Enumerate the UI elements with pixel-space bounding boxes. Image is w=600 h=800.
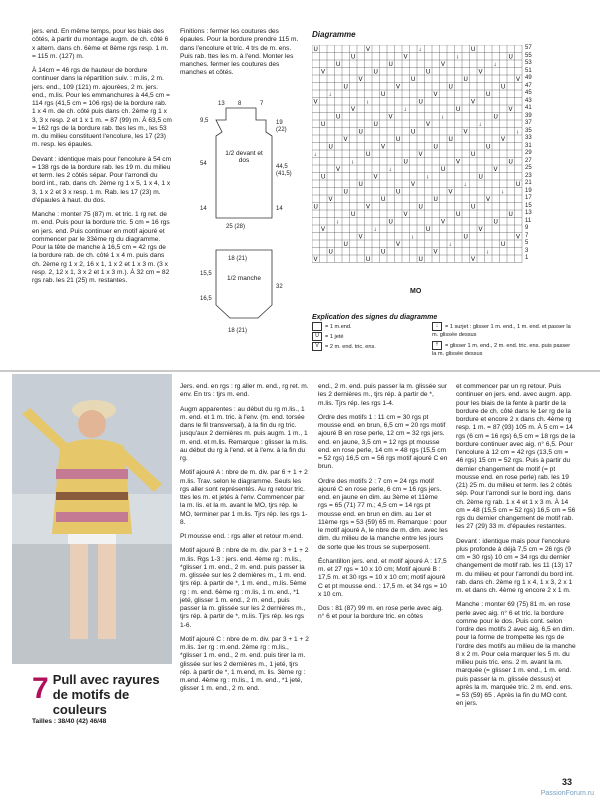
paragraph-devant: Devant : identique mais pour l'encolure à 54 cm = 138 rgs de la bordure rab. les 19 m. du milieu et term. les 2 côtés sépar. Pour l'arrondi du bord int., rab. dans ch. 2ème rg 1 x 5, 1 x 4, 1 x 3, 1 x 2 et 3 x resp. 1 m. Rab. les 17 (23) m. d'épaules à haut. du dos. [32, 155, 172, 204]
schema-dos-label: 1/2 devant et dos [225, 150, 263, 164]
row-number: 3 [525, 247, 529, 254]
schema-top-left: 13 [218, 101, 225, 107]
stitch-symbol: U [486, 92, 491, 98]
stitch-symbol: V [396, 242, 401, 248]
stitch-symbol: V [396, 84, 401, 91]
stitch-symbol: U [418, 99, 423, 106]
row-number: 19 [525, 187, 532, 194]
paragraph-manche: Manche : monter 75 (87) m. et tric. 1 rg ret. de m. end. Puis pour la bordure tric. 5 cm = 16 rgs en jers. end. Puis continuer en motif ajouré et commencer par le 33ème rg du diagramme. Pour la tête de manche à 16,5 cm = 42 rgs de la bordure rab. de ch. côté 1 x 4 m. puis dans ch. 2ème rg 1 x 2, 16 x 1, 1 x 2 et 1 x 3 m. (3 x resp. 2, 12 x 1, 3 x 2 et 1 x 3 m.). À 32 cm = 82 rgs rab. les 21 (25) m. restantes. [32, 211, 170, 284]
row-number: 7 [525, 232, 529, 239]
stitch-symbol: ↓ [388, 167, 392, 173]
stitch-symbol: V [478, 227, 483, 233]
stitch-symbol: U [366, 257, 371, 263]
row-number: 47 [525, 82, 532, 89]
pattern-header [32, 672, 172, 717]
pattern-title: Pull avec rayures de motifs de couleurs [52, 672, 160, 717]
schema-right-2: (22) [276, 127, 287, 133]
stitch-symbol: U [501, 84, 506, 91]
watermark: PassionForum.ru [540, 790, 594, 797]
row-number: 25 [525, 165, 532, 171]
stitch-symbol: U [411, 77, 416, 83]
diagram-title: Diagramme [312, 30, 356, 39]
stitch-symbol: U [463, 77, 468, 83]
stitch-symbol: ↓ [486, 249, 489, 256]
stitch-symbol: V [358, 234, 363, 241]
legend-item: U = 1 jeté [312, 332, 432, 342]
pattern-info [32, 718, 172, 732]
stitch-symbol: U [343, 242, 348, 248]
stitch-symbol: U [441, 167, 446, 173]
page-number: 33 [561, 777, 572, 787]
row-number: 29 [525, 150, 532, 156]
stitch-symbol: V [373, 174, 378, 181]
schema-manche-left-1: 15,5 [200, 271, 212, 277]
stitch-symbol: U [433, 197, 438, 203]
stitch-symbol: V [471, 257, 476, 263]
stitch-symbol: V [486, 197, 491, 203]
stitch-symbol: U [328, 144, 333, 151]
paragraph: Échantillon jers. end. et motif ajouré A : 17,5 m. et 27 rgs = 10 x 10 cm; Motif ajouré B : 17,5 m. et 30 rgs = 10 x 10 cm; motif ajouré C et pt mousse end. : 17,5 m. et 34 rgs = 10 x 10 cm. [318, 557, 447, 598]
legend-item: = 1 m.end. [312, 322, 432, 332]
paragraph: Motif ajouré A : nbre de m. div. par 6 + 1 + 2 m.lis. Trav. selon le diagramme. Seuls les rgs aller sont représentés. Au rg retour tric. ttes les m. et jetés à l'env. Commencer par la m. lis. et la m. avant le MO, tjrs rép. le MO, terminer par 1 m.lis. Tjrs rép. les rgs 1-8. [180, 469, 308, 526]
stitch-symbol: U [486, 144, 491, 151]
stitch-symbol: V [463, 129, 468, 136]
schema-manche-right: 32 [276, 284, 283, 290]
row-number: 13 [525, 210, 532, 216]
stitch-symbol: V [366, 47, 371, 53]
paragraph: Devant : identique mais pour l'encolure plus profonde à déjà 7,5 cm = 26 rgs (9 cm = 30 rgs) 10 cm = 34 rgs du dernier changement de motif rab. les 11 (13) 17 m. du milieu et pour l'arrondi du bord int. rab. dans ch. 2ème rg 1 x 4, 1 x 3, 2 x 1 m. et dans ch. 4ème rg encore 2 x 1 m. [456, 537, 574, 594]
legend-item: V = 2 m. end. tric. ens. [312, 342, 432, 352]
stitch-symbol: U [336, 62, 341, 68]
diagram-row-numbers [525, 45, 543, 263]
size-schema [196, 100, 296, 340]
stitch-symbol: V [336, 167, 341, 173]
instructions-col4 [318, 383, 448, 628]
row-number: 11 [525, 217, 532, 224]
row-number: 35 [525, 127, 532, 134]
row-number: 53 [525, 60, 532, 66]
stitch-symbol: ↓ [373, 227, 377, 233]
stitch-symbol: U [418, 204, 423, 211]
stitch-symbol: ↓ [463, 182, 467, 188]
stitch-symbol: ↓ [411, 234, 414, 241]
k2tog-symbol-icon: V [312, 342, 322, 351]
stitch-symbol: ↓ [448, 242, 452, 248]
finitions-text [180, 28, 305, 84]
stitch-symbol: ↓ [351, 159, 354, 166]
schema-right-4: (41,5) [276, 171, 292, 177]
schema-drawing [196, 100, 296, 340]
stitch-symbol: U [373, 122, 378, 128]
stitch-symbol: V [448, 189, 453, 196]
schema-left-2: 54 [200, 161, 207, 167]
stitch-symbol: U [388, 62, 393, 68]
stitch-symbol: U [358, 129, 363, 136]
model-photo [12, 374, 172, 664]
schema-left-3: 14 [200, 206, 207, 212]
stitch-symbol: U [388, 219, 393, 226]
paragraph: Dos : 81 (87) 99 m. en rose perle avec aig. n° 6 et pour la bordure tric. en côtes [318, 605, 443, 621]
stitch-symbol: V [351, 107, 356, 113]
stitch-symbol: U [448, 137, 453, 143]
row-number: 49 [525, 75, 532, 81]
stitch-symbol: V [493, 167, 498, 173]
stitch-symbol: ↓ [336, 219, 339, 226]
stitch-symbol: ↓ [501, 189, 504, 196]
schema-right-3: 44,5 [276, 164, 288, 170]
legend-item: ↓ = 1 surjet : glisser 1 m. end., 1 m. end. et passer la m. glissée dessus [432, 323, 571, 338]
stitch-symbol: U [493, 114, 498, 121]
stitch-symbol: U [396, 189, 401, 196]
stitch-symbol: U [508, 212, 513, 218]
paragraph: Finitions : fermer les coutures des épaules. Pour la bordure prendre 115 m. dans l'encolure et tric. 4 trs de m. ens. Puis rab. ttes les m. à l'end. Monter les manches. fermer les coutures des manches et côtés. [180, 28, 299, 77]
stitch-symbol: U [366, 152, 371, 158]
stitch-symbol: U [493, 219, 498, 226]
schema-bottom: 25 (28) [226, 224, 246, 230]
row-number: 57 [525, 45, 532, 51]
paragraph: Augm apparentes : au début du rg m.lis., 1 m. end. et 1 m. tric. à l'env. (m. end. torsée dans le fil transversal), à la fin du rg tric. jusqu'aux 2 dernières m. puis augm. 1 m., 1 m. end. et m.lis. Remarque : glisser la m.lis. au début du rg à l'end. et à l'env. à la fin du rg. [180, 405, 308, 462]
stitch-symbol: V [388, 114, 393, 121]
instructions-col3 [180, 383, 310, 700]
stitch-symbol: U [448, 84, 453, 91]
paragraph: Ordre des motifs 2 : 7 cm = 24 rgs motif ajouré C en rose perle, 6 cm = 16 rgs jers. end. en jaune en dim. au 3ème et 11ème rgs = 65 (71) 77 m.; 4,5 cm = 14 rgs pt mousse end. en brun en dim. au 1er et 11ème rgs = 53 (59) 65 m. Remarque : pour le motif ajouré A, le nbre de m. dim. avec les dim. du milieu de la manche entre les jours de sorte que les trous se superposent. [318, 477, 448, 551]
stitch-symbol: U [321, 174, 326, 181]
stitch-symbol: U [403, 159, 408, 166]
stitch-symbol: V [343, 137, 348, 143]
section-separator [0, 370, 600, 372]
stitch-symbol: V [381, 144, 386, 151]
stitch-symbol: V [516, 77, 521, 83]
stitch-symbol: U [508, 159, 513, 166]
stitch-symbol: U [433, 144, 438, 151]
stitch-symbol: V [433, 249, 438, 256]
stitch-symbol: V [358, 77, 363, 83]
row-number: 41 [525, 105, 532, 111]
stitch-symbol: U [471, 204, 476, 211]
stitch-symbol: V [313, 99, 318, 106]
sk2p-symbol-icon: ⇡ [432, 341, 442, 350]
diagram-mo-label: MO [410, 288, 422, 295]
stitch-symbol: V [471, 99, 476, 106]
stitch-symbol: U [336, 114, 341, 121]
stitch-symbol: V [328, 197, 333, 203]
row-number: 27 [525, 157, 532, 164]
stitch-symbol: V [433, 92, 438, 98]
row-number: 17 [525, 195, 532, 201]
stitch-symbol: ↓ [366, 99, 369, 106]
stitch-symbol: U [471, 47, 476, 53]
stitch-symbol: V [321, 69, 326, 76]
stitch-symbol: ↓ [426, 174, 429, 181]
row-number: 21 [525, 180, 532, 186]
stitch-symbol: V [403, 212, 408, 218]
paragraph: et commencer par un rg retour. Puis continuer en jers. end. avec augm. app. pour les biais de la fente à partir de la bordure de ch. côté dans le 1er rg de la bordure et encore 2 x dans ch. 4ème rg resp. 1 m. = 87 (93) 105 m. À 5 cm = 14 rgs (6 cm = 16 rgs) 6,5 cm = 18 rgs de la bordure continuer avec aig. n° 6,5. Pour l'encolure à 12 cm = 42 rgs (13,5 cm = 46 rgs) 15 cm = 52 rgs. Puis à partir du dernier changement de motif (= pt mousse end. en rose perle) rab. les 19 (21) 25 m. du milieu et term. les 2 côtés sép. Pour l'arrondi sur le bord ing. dans ch. 2ème rg rab. 1 x 4 et 1 x 3 m. À 14 cm = 48 (15,5 cm = 52 rgs) 16,5 cm = 56 rgs du dernier changement de motif rab. les 27 (29) 33 m. d'épaules restantes. [456, 383, 576, 531]
row-number: 33 [525, 135, 532, 141]
paragraph: end., 2 m. end. puis passer la m. glissée sur les 2 dernières m., tjrs rép. à partir de *, m.lis. Tjrs rép. les rgs 1-4. [318, 383, 448, 407]
stitch-symbol: U [426, 69, 431, 76]
row-number: 37 [525, 120, 532, 126]
stitch-symbol: V [418, 152, 423, 158]
stitch-symbol: U [411, 129, 416, 136]
stitch-symbol: V [403, 54, 408, 61]
row-number: 51 [525, 67, 532, 74]
paragraph: jers. end. En même temps, pour les biais des côtés, à partir du montage augm. de ch. côté 6 x altern. dans ch. 6ème et 8ème rgs resp. 1 m. = 115 m. (127) m. [32, 28, 169, 60]
stitch-symbol: ↓ [493, 62, 497, 68]
stitch-symbol: V [426, 122, 431, 128]
row-number: 55 [525, 52, 532, 59]
paragraph: À 14cm = 46 rgs de hauteur de bordure continuer dans la répartition suiv. : m.lis, 2 m. jers. end., 109 (121) m. ajourées, 2 m. jers. end., m.lis. Pour les emmanchures à 44,5 cm = 114 rgs (41,5 cm = 106 rgs) de la bordure rab. 1 x 4 m. de ch. côté puis dans ch. 2ème rg 1 x 3, 3 x resp. 2 et 1 x 1 m. = 87 (99) m. À 63,5 cm = 162 rgs de la bordure rab. ttes les m., les 53 m. du milieu constituent l'encolure, les 17 (23) m. resp. les épaules. [32, 67, 172, 149]
stitch-symbol: U [313, 47, 318, 53]
stitch-symbol: U [426, 227, 431, 233]
stitch-symbol: U [328, 249, 333, 256]
stitch-symbol: U [381, 249, 386, 256]
stitch-symbol: V [366, 204, 371, 211]
stitch-symbol: U [381, 92, 386, 98]
stitch-symbol: U [343, 84, 348, 91]
instructions-col1 [32, 28, 172, 291]
stitch-symbol: U [478, 174, 483, 181]
paragraph: Jers. end. en rgs : rg aller m. end., rg ret. m. env. En trs : tjrs m. end. [180, 383, 309, 399]
stitch-symbol: U [343, 189, 348, 196]
schema-manche-label: 1/2 manche [227, 275, 261, 282]
stitch-symbol: U [351, 212, 356, 218]
row-number: 45 [525, 90, 532, 96]
stitch-symbol: U [516, 182, 521, 188]
stitch-symbol: V [321, 227, 326, 233]
stitch-symbol: U [508, 54, 513, 61]
stitch-symbol: ↓ [418, 47, 422, 53]
paragraph: Motif ajouré B : nbre de m. div. par 3 + 1 + 2 m.lis. Rgs 1-3 : jers. end. 4ème rg : m.lis., *glisser 1 m. end., 2 m. end. puis passer la m. glissée sur les 2 dernières m., 1 m. end. tjrs rép. à partir de *, 1 m. end., m.lis. 5ème rg : m. end. 6ème rg : m.lis, 1 m. end., *1 jeté, glisser 1 m. end., 2 m. end., puis passer la m. glissée sur les 2 dernières m., tjrs rép. à partir de *, m.lis. Tjrs rép. les rgs 1-6. [180, 547, 309, 629]
stitch-symbol: ↓ [456, 54, 459, 61]
stitch-symbol: ↓ [478, 122, 482, 128]
schema-right-1: 19 [276, 120, 283, 126]
stitch-symbol: U [313, 204, 318, 211]
schema-top-right: 7 [260, 101, 264, 107]
stitch-symbol: V [411, 182, 416, 188]
row-number: 15 [525, 202, 532, 209]
stitch-symbol: ↓ [441, 114, 444, 121]
stitch-symbol: ↓ [313, 152, 317, 158]
schema-manche-top: 18 (21) [228, 256, 248, 262]
schema-manche-left-2: 16,5 [200, 296, 212, 302]
stitch-symbol: U [351, 54, 356, 61]
stitch-symbol: U [471, 152, 476, 158]
stitch-symbol: U [463, 234, 468, 241]
stitch-grid [312, 45, 524, 263]
stitch-symbol: U [373, 69, 378, 76]
diagram-legend [312, 313, 572, 358]
stitch-symbol: V [441, 62, 446, 68]
instructions-col5 [456, 383, 576, 715]
stitch-symbol: ↓ [516, 129, 519, 136]
paragraph: Manche : monter 69 (75) 81 m. en rose perle avec aig. n° 6 et tric. la bordure comme pour le dos. Puis cont. selon l'ordre des motifs 2 avec aig. 6,5 en dim. pour la forme de trompette les rgs de l'ordre des motifs au milieu de la manche 8 x 2 m. Pour cela marquer les 5 m. du milieu puis tric. ens. 2 m. avant la m. marquée (= glisser 1 m. end., 1 m. end. puis passer la m. glissée dessus) et après la m. marquée tric. 2 m. end. ens. = 53 (59) 65 . Après la fin du MO cont. en jers. [456, 601, 576, 708]
stitch-symbol: U [418, 257, 423, 263]
row-number: 43 [525, 97, 532, 104]
paragraph: Pt mousse end. : rgs aller et retour m.end. [180, 533, 304, 540]
stitch-symbol: V [508, 107, 513, 113]
row-number: 9 [525, 225, 529, 231]
row-number: 5 [525, 240, 529, 246]
legend-title: Explication des signes du diagramme [312, 314, 438, 321]
stitch-symbol: V [441, 219, 446, 226]
schema-right-5: 14 [276, 206, 283, 212]
stitch-symbol: U [396, 137, 401, 143]
knit-symbol-icon [312, 322, 322, 331]
stitch-symbol: V [478, 69, 483, 76]
pattern-number: 7 [32, 672, 49, 705]
stitch-symbol: U [321, 122, 326, 128]
stitch-symbol: U [501, 242, 506, 248]
stitch-symbol: ↓ [403, 107, 407, 113]
schema-manche-bottom: 18 (21) [228, 328, 248, 334]
schema-top-mid: 8 [238, 101, 242, 107]
stitch-symbol: U [456, 212, 461, 218]
row-number: 1 [525, 255, 529, 261]
photo-illustration [12, 374, 172, 664]
skp-symbol-icon: ↓ [432, 322, 442, 331]
paragraph: Motif ajouré C : nbre de m. div. par 3 + 1 + 2 m.lis. 1er rg : m.end. 2ème rg : m.lis., *glisser 1 m. end., 2 m. end. puis tirer la m. glissée sur les 2 dernières m., 1 jeté, tjrs rép. à partir de *, 1 m.end, m. lis. 3ème rg : m.end. 4ème rg : m.lis., 1 m. end., *1 jeté, glisser 1 m. end., 2 m. end. [180, 635, 309, 693]
row-number: 39 [525, 112, 532, 119]
stitch-symbol: V [501, 137, 506, 143]
stitch-symbol: U [381, 197, 386, 203]
row-number: 31 [525, 142, 532, 149]
legend-item: ⇡ = glisser 1 m. end., 2 m. end. tric. ens. puis passer la m. glissée dessus [432, 342, 571, 357]
row-number: 23 [525, 172, 532, 179]
schema-left-1: 9,5 [200, 118, 209, 124]
stitch-symbol: U [456, 107, 461, 113]
stitch-symbol: V [516, 234, 521, 241]
yarn-over-symbol-icon: U [312, 332, 322, 341]
stitch-symbol: U [358, 182, 363, 188]
stitch-symbol: V [456, 159, 461, 166]
stitch-symbol: ↓ [328, 92, 332, 98]
paragraph: Ordre des motifs 1 : 11 cm = 30 rgs pt mousse end. en brun, 6,5 cm = 20 rgs motif ajouré B en rose perle, 12 cm = 32 rgs jers. end. en jaune, 3,5 cm = 12 rgs pt mousse end. en rose perle, 14 cm = 48 rgs (15,5 cm = 52 rgs) 16,5 cm = 56 rgs motif ajouré C en brun. [318, 413, 448, 471]
stitch-diagram [312, 45, 532, 295]
stitch-symbol: V [313, 257, 318, 263]
tailles: Tailles : 38/40 (42) 46/48 [32, 718, 107, 725]
